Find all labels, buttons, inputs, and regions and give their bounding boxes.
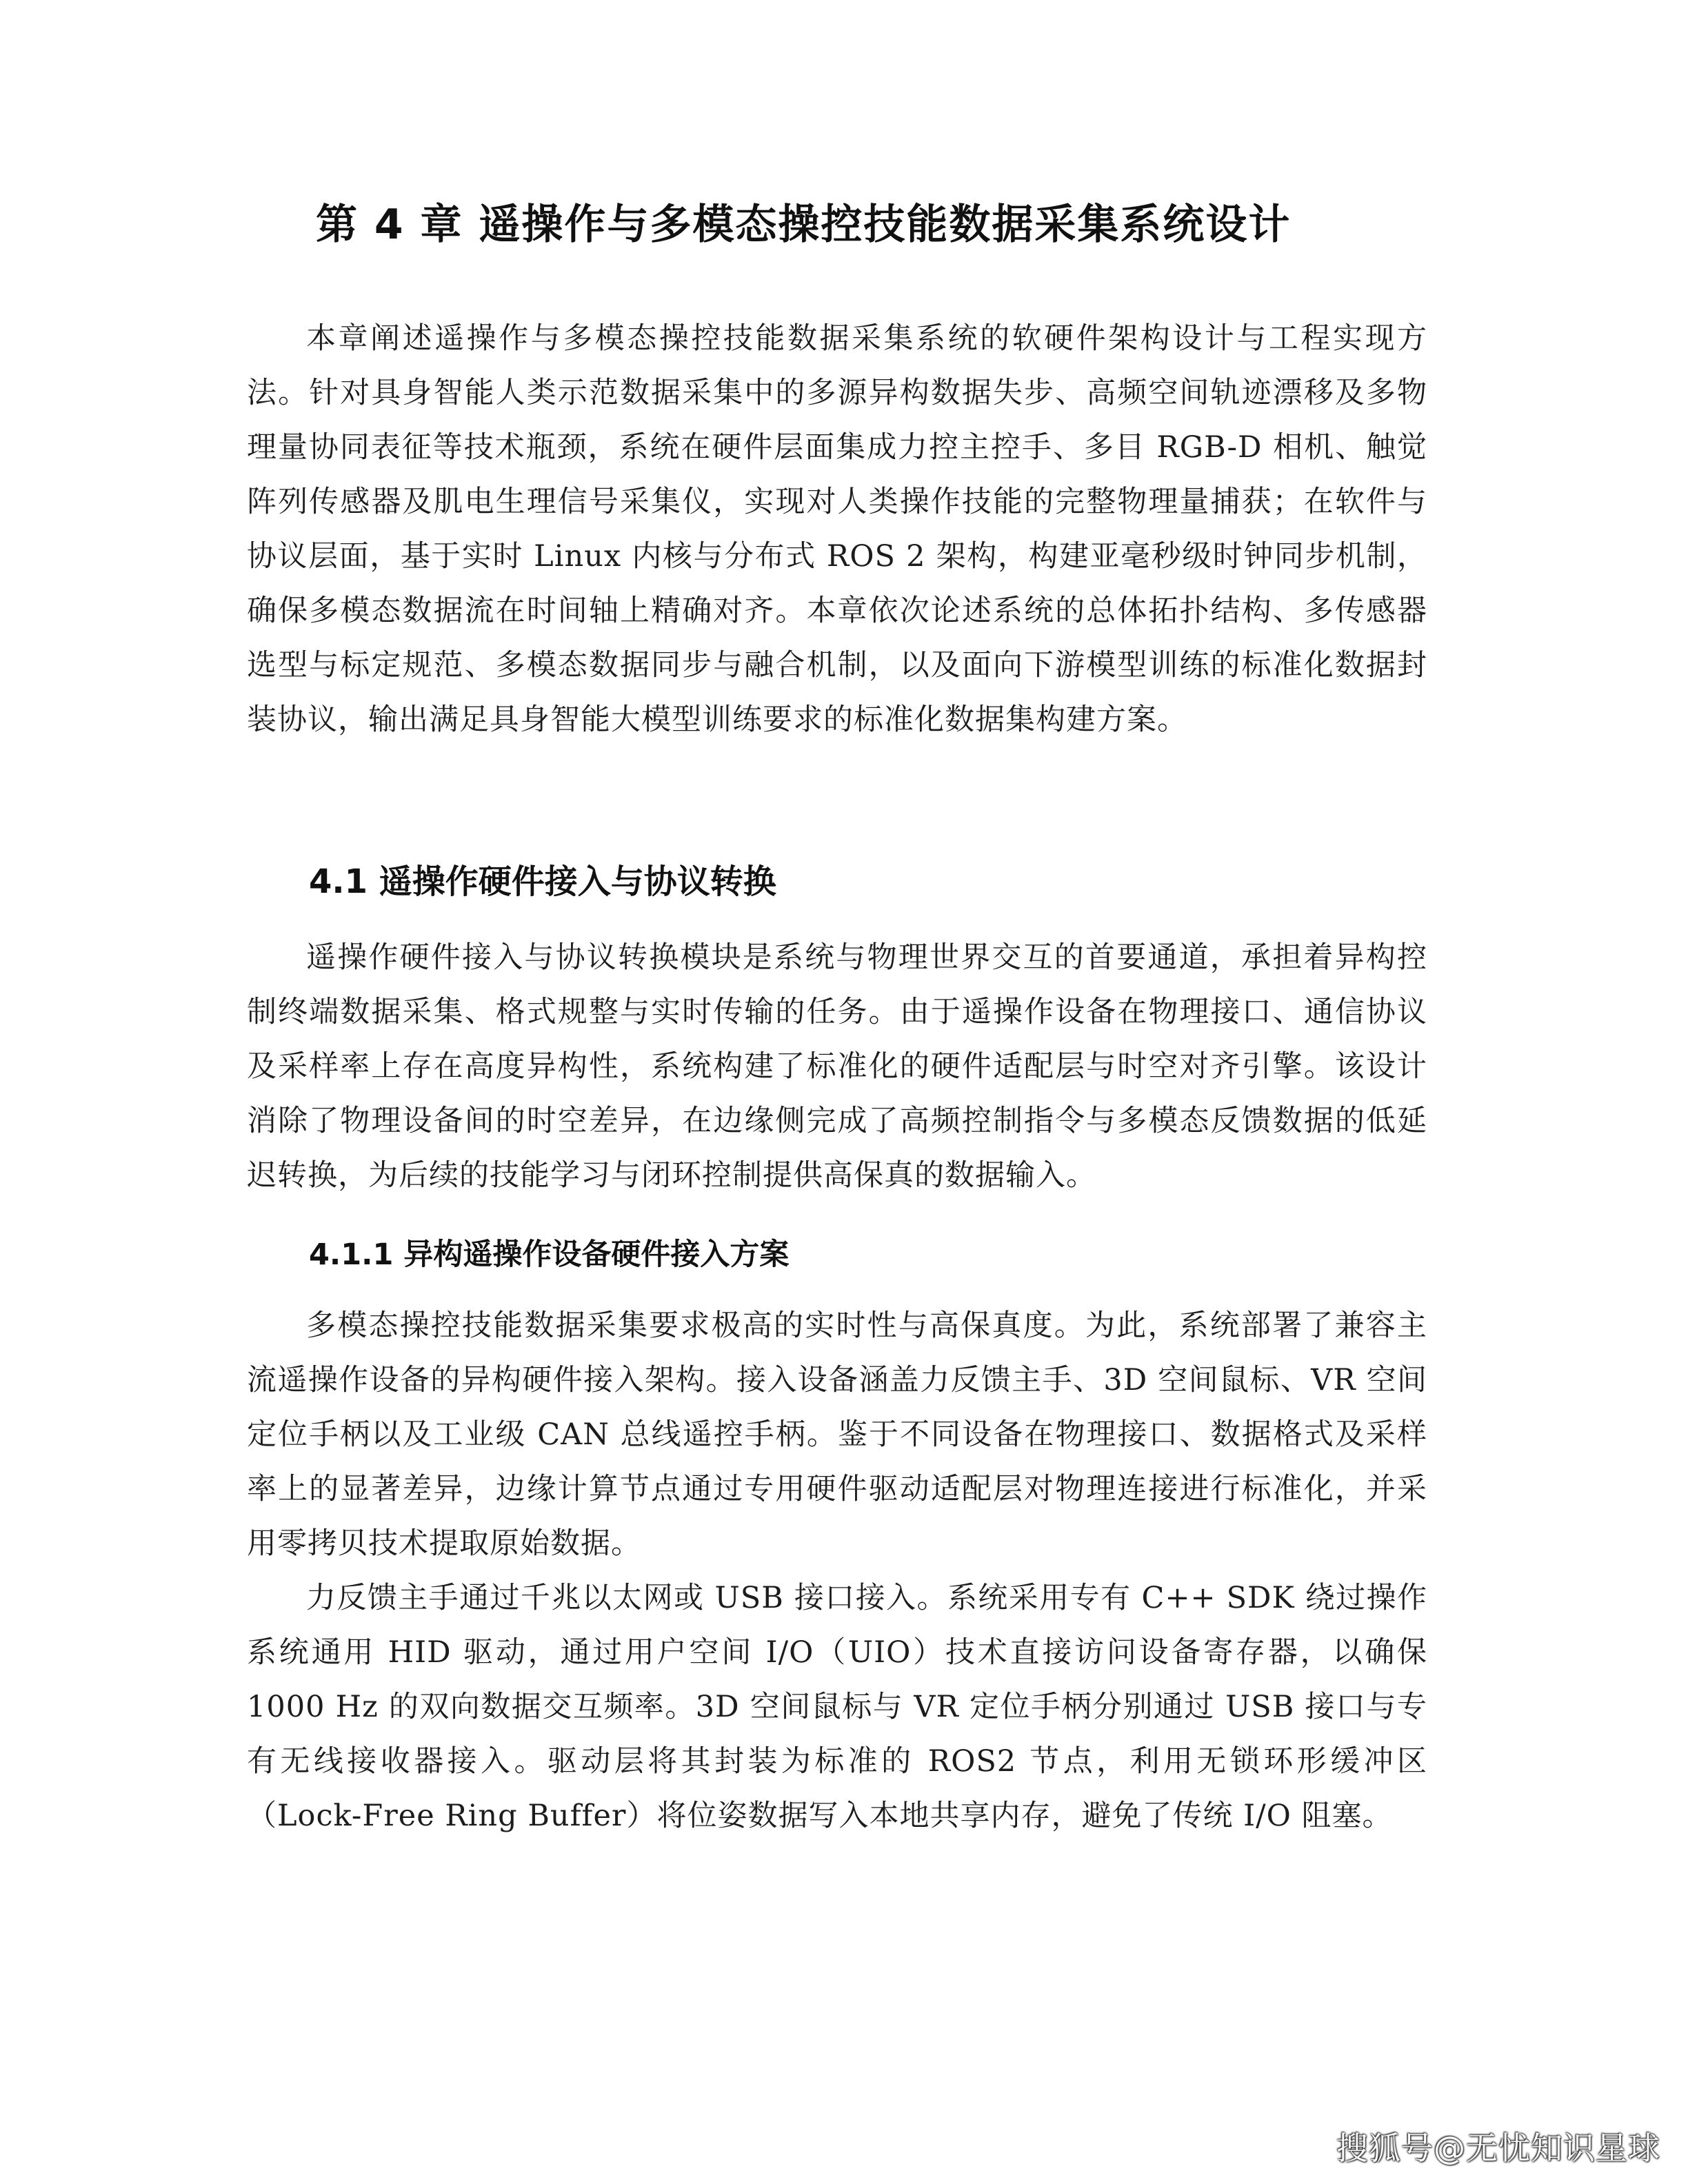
section-4-1-paragraph: 遥操作硬件接入与协议转换模块是系统与物理世界交互的首要通道，承担着异构控制终端数据采集、格式规整与实时传输的任务。由于遥操作设备在物理接口、通信协议及采样率上存在高度异构性，系统构建了标准化的硬件适配层与时空对齐引擎。该设计消除了物理设备间的时空差异，在边缘侧完成了高频控制指令与多模态反馈数据的低延迟转换，为后续的技能学习与闭环控制提供高保真的数据输入。 [247,940,1427,1193]
chapter-title: 第 4 章 遥操作与多模态操控技能数据采集系统设计 [316,201,1292,249]
watermark: 搜狐号@无忧知识星球 [1336,2130,1660,2167]
section-4-1-1-paragraph-1: 多模态操控技能数据采集要求极高的实时性与高保真度。为此，系统部署了兼容主流遥操作设备的异构硬件接入架构。接入设备涵盖力反馈主手、3D 空间鼠标、VR 空间定位手柄以及工业级 CAN 总线遥控手柄。鉴于不同设备在物理接口、数据格式及采样率上的显著差异，边缘计算节点通过专用硬件驱动适配层对物理连接进行标准化，并采用零拷贝技术提取原始数据。 [247,1308,1427,1561]
section-4-1-1-title: 4.1.1 异构遥操作设备硬件接入方案 [309,1237,790,1272]
section-4-1-1-paragraph-2: 力反馈主手通过千兆以太网或 USB 接口接入。系统采用专有 C++ SDK 绕过操作系统通用 HID 驱动，通过用户空间 I/O（UIO）技术直接访问设备寄存器，以确保 1000 Hz 的双向数据交互频率。3D 空间鼠标与 VR 定位手柄分别通过 USB 接口与专有无线接收器接入。驱动层将其封装为标准的 ROS2 节点，利用无锁环形缓冲区（Lock-Free Ring Buffer）将位姿数据写入本地共享内存，避免了传统 I/O 阻塞。 [247,1581,1427,1833]
intro-block [247,312,1427,747]
section-4-1-title: 4.1 遥操作硬件接入与协议转换 [309,862,776,901]
section-4-1-1-block [247,1299,1427,1843]
section-4-1-block [247,931,1427,1203]
intro-paragraph: 本章阐述遥操作与多模态操控技能数据采集系统的软硬件架构设计与工程实现方法。针对具身智能人类示范数据采集中的多源异构数据失步、高频空间轨迹漂移及多物理量协同表征等技术瓶颈，系统在硬件层面集成力控主控手、多目 RGB-D 相机、触觉阵列传感器及肌电生理信号采集仪，实现对人类操作技能的完整物理量捕获；在软件与协议层面，基于实时 Linux 内核与分布式 ROS 2 架构，构建亚毫秒级时钟同步机制，确保多模态数据流在时间轴上精确对齐。本章依次论述系统的总体拓扑结构、多传感器选型与标定规范、多模态数据同步与融合机制，以及面向下游模型训练的标准化数据封装协议，输出满足具身智能大模型训练要求的标准化数据集构建方案。 [247,321,1427,737]
